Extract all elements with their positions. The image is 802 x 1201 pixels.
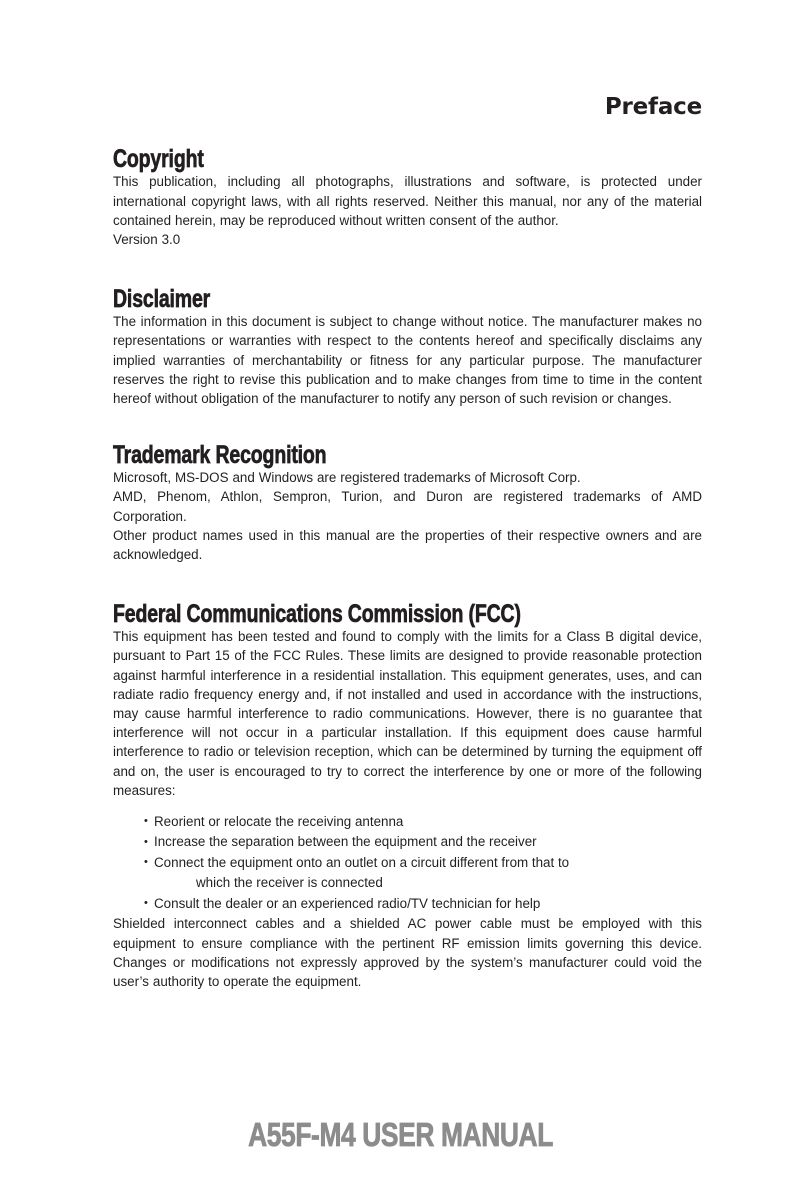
measure-continuation: which the receiver is connected xyxy=(196,875,383,891)
page-footer xyxy=(0,1118,802,1151)
list-item xyxy=(144,894,702,915)
copyright-paragraph: This publication, including all photographs, illustrations and software, is protected under international copyright laws, with all rights reserved. Neither this manual, nor any of the material contained herein, may be reproduced without written consent of the author. xyxy=(113,174,702,228)
fcc-paragraph-compliance: This equipment has been tested and found to comply with the limits for a Class B digital device, pursuant to Part 15 of the FCC Rules. These limits are designed to provide reasonable protection against harmful interference in a residential installation. This equipment generates, uses, and can radiate radio frequency energy and, if not installed and used in accordance with the instructions, may cause harmful interference to radio communications. However, there is no guarantee that interference will not occur in a particular installation. If this equipment does cause harmful interference to radio or television reception, which can be determined by turning the equipment off and on, the user is encouraged to try to correct the interference by one or more of the following measures: xyxy=(113,629,702,798)
section-heading-copyright: Copyright xyxy=(113,145,204,174)
disclaimer-paragraph: The information in this document is subject to change without notice. The manufacturer makes no representations or warranties with respect to the contents hereof and specifically disclaims any implied warranties of merchantability or fitness for any particular purpose. The manufacturer reserves the right to revise this publication and to make changes from time to time in the content hereof without obligation of the manufacturer to notify any person of such revision or changes. xyxy=(113,314,702,406)
section-heading-disclaimer: Disclaimer xyxy=(113,285,211,314)
running-head-preface: Preface xyxy=(604,94,702,120)
fcc-measures-list xyxy=(113,812,702,915)
measure-text: Increase the separation between the equipment and the receiver xyxy=(154,834,537,850)
section-heading-trademark-recognition: Trademark Recognition xyxy=(113,441,327,470)
trademark-paragraph-other: Other product names used in this manual are the properties of their respective owners and are acknowledged. xyxy=(113,527,702,562)
measure-text: Reorient or relocate the receiving antenna xyxy=(154,813,404,829)
page-content xyxy=(113,0,702,991)
version-text: Version 3.0 xyxy=(113,231,181,247)
section-heading-fcc: Federal Communications Commission (FCC) xyxy=(113,600,521,629)
list-item xyxy=(144,832,702,853)
list-item xyxy=(144,812,702,833)
footer-manual-title: A55F-M4 USER MANUAL xyxy=(248,1116,554,1153)
trademark-paragraph-microsoft: Microsoft, MS-DOS and Windows are registered trademarks of Microsoft Corp. xyxy=(113,470,581,486)
measure-text: Connect the equipment onto an outlet on a circuit different from that to xyxy=(154,854,570,870)
measure-text: Consult the dealer or an experienced radio/TV technician for help xyxy=(154,895,541,911)
fcc-paragraph-shielded-cables: Shielded interconnect cables and a shielded AC power cable must be employed with this equipment to ensure compliance with the pertinent RF emission limits governing this device. Changes or modifications not expressly approved by the system’s manufacturer could void the user’s authority to operate the equipment. xyxy=(113,916,702,990)
list-item xyxy=(144,853,702,894)
trademark-paragraph-amd: AMD, Phenom, Athlon, Sempron, Turion, and Duron are registered trademarks of AMD Corporation. xyxy=(113,489,702,524)
